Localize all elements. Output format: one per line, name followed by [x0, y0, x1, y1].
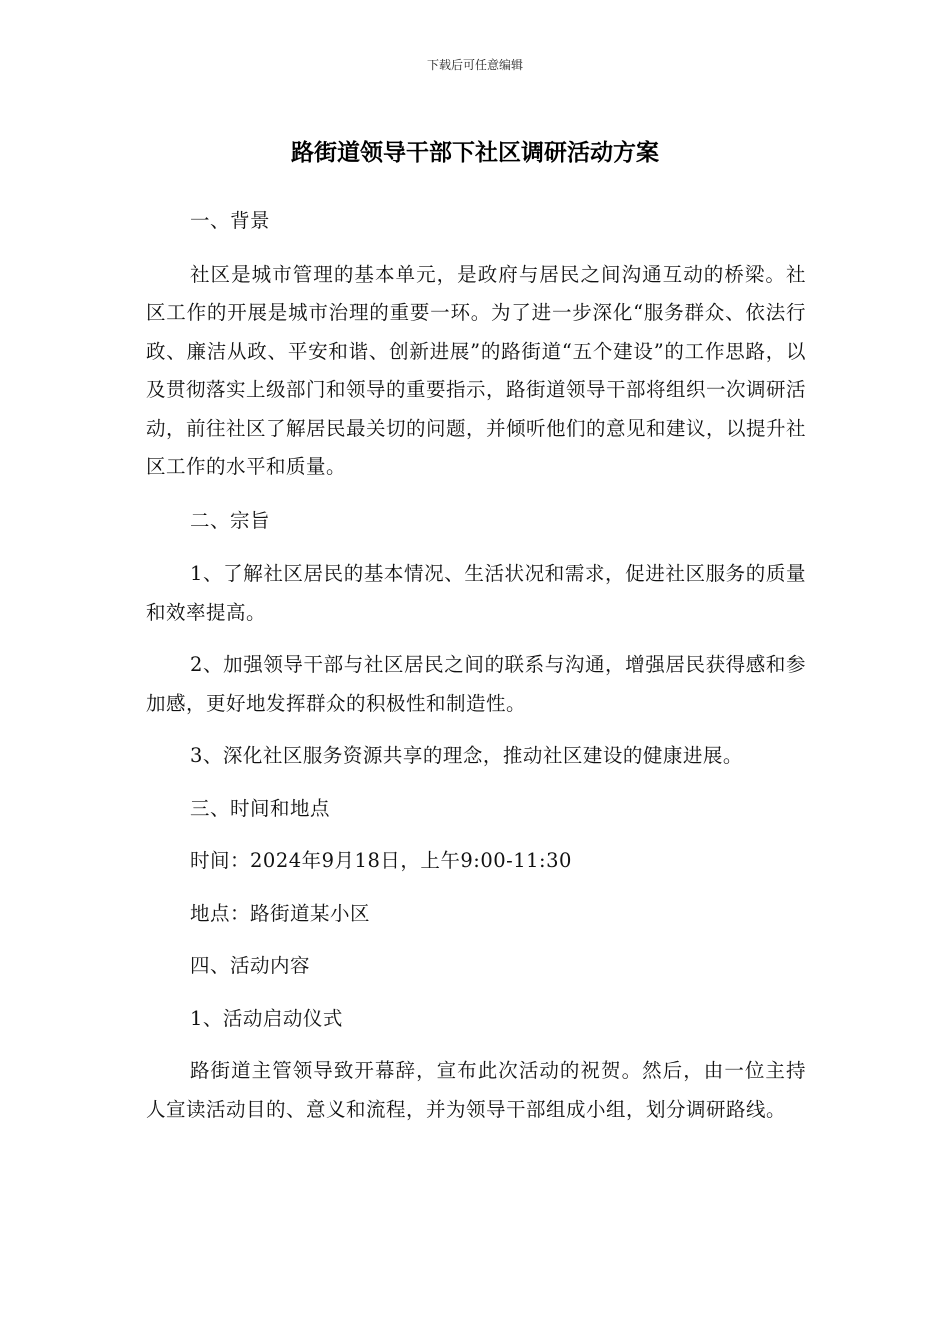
subheading-opening-ceremony: 1、活动启动仪式: [190, 1006, 343, 1030]
document-body: [146, 202, 806, 1129]
paragraph-opening-ceremony: 路街道主管领导致开幕辞，宣布此次活动的祝贺。然后，由一位主持人宣读活动目的、意义和流程，并为领导干部组成小组，划分调研路线。: [146, 1059, 806, 1121]
section-heading-activities: 四、活动内容: [190, 954, 311, 977]
section-heading-background: 一、背景: [190, 209, 271, 232]
paragraph-purpose-3: 3、深化社区服务资源共享的理念，推动社区建设的健康进展。: [190, 744, 743, 767]
paragraph-background: 社区是城市管理的基本单元，是政府与居民之间沟通互动的桥梁。社区工作的开展是城市治理的重要一环。为了进一步深化“服务群众、依法行政、廉洁从政、平安和谐、创新进展”的路街道“五个建设”的工作思路，以及贯彻落实上级部门和领导的重要指示，路街道领导干部将组织一次调研活动，前往社区了解居民最关切的问题，并倾听他们的意见和建议，以提升社区工作的水平和质量。: [146, 262, 807, 478]
paragraph-place: 地点：路街道某小区: [190, 901, 371, 925]
document-title: 路街道领导干部下社区调研活动方案: [291, 140, 659, 166]
section-heading-time-place: 三、时间和地点: [190, 796, 331, 820]
paragraph-purpose-1: 1、了解社区居民的基本情况、生活状况和需求，促进社区服务的质量和效率提高。: [146, 562, 806, 624]
paragraph-purpose-2: 2、加强领导干部与社区居民之间的联系与沟通，增强居民获得感和参加感，更好地发挥群众的积极性和制造性。: [146, 653, 806, 715]
section-heading-purpose: 二、宗旨: [190, 508, 271, 532]
page-header-note: 下载后可任意编辑: [426, 58, 523, 72]
paragraph-time: 时间：2024年9月18日，上午9:00-11:30: [190, 849, 572, 872]
